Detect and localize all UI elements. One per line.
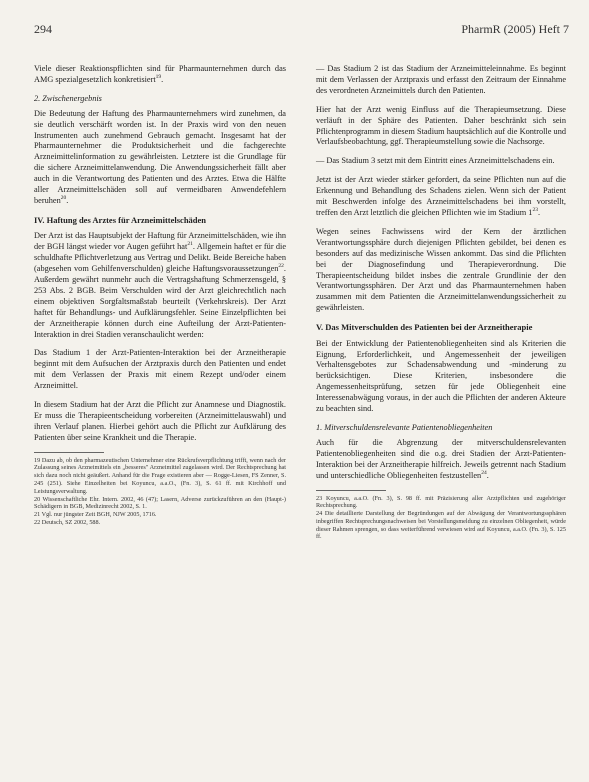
right-column	[316, 64, 566, 541]
footnote: 23 Koyuncu, a.a.O. (Fn. 3), S. 98 ff. mit Präzisierung aller Arztpflichten und zugehöriger Rechtsprechung.	[316, 494, 566, 510]
paragraph: Wegen seines Fachwissens wird der Kern der ärztlichen Verantwortungssphäre durch diejenigen Pflichten gebildet, bei denen es besonders auf das medizinische Wissen ankommt. Das sind die Pflichten bei der Diagnosefindung und Therapieverordnung. Die Therapieentscheidung bildet insbes die zentrale Grundlinie der den Verantwortungssphären. Der Arzt und das Pharmaunternehmen haben zusammen mit dem Patienten die Arzneimittelanwendungssicherheit zu gewährleisten.	[316, 226, 566, 313]
footnote: 22 Deutsch, SZ 2002, 588.	[34, 519, 101, 527]
footnote-divider	[316, 490, 386, 491]
paragraph: In diesem Stadium hat der Arzt die Pflicht zur Anamnese und Diagnostik. Er muss die Therapieentscheidung vorbereiten (Arzneimittelauswahl) und ihren Verlauf planen. Hierbei gehört auch die Pflicht zur Aufklärung des Patienten über seine Krankheit und die Therapie.	[34, 400, 286, 442]
paragraph: Bei der Entwicklung der Patientenobliegenheiten sind als Kriterien die Eignung, Erforderlichkeit, und Angemessenheit der jeweiligen Verhaltensgebotes zur Schadensabwendung und -minderung zu berücksichtigen. Diese Kriterien, insbesondere die Angemessenheitsprüfung, setzen für jede Obliegenheit eine Interessenabwägung voraus, in der auch die Pflichten der anderen Akteure zu beachten sind.	[316, 338, 566, 414]
paragraph: Viele dieser Reaktionspflichten sind für Pharmaunternehmen durch das AMG spezialgesetzlich konkretisiert$^{19}$.	[34, 64, 286, 84]
footnotes	[316, 495, 566, 542]
footnotes	[34, 457, 286, 527]
footnote: 24 Die detaillierte Darstellung der Begründungen auf der Abwägung der Verantwortungssphären inbegriffen Rechtsprechungsnachweisen bei Vorstellungsmeldung zu einzelnen Obliegenheit, würde dieser Rahmen sprengen, so dass weiterführend verwiesen wird auf Koyuncu, a.a.O. (Fn. 3), S. 125 ff.	[316, 510, 566, 541]
paragraph: — Das Stadium 2 ist das Stadium der Arzneimitteleinnahme. Es beginnt mit dem Verlassen der Arztpraxis und erfasst den Zeitraum der Einnahme des verordneten Arzneimittels durch den Patienten.	[316, 64, 566, 95]
section-heading: 1. Mitverschuldensrelevante Patientenobliegenheiten	[316, 422, 493, 432]
section-heading: V. Das Mitverschulden des Patienten bei der Arzneitherapie	[316, 322, 533, 333]
footnote: 21 Vgl. nur jüngster Zeit BGH, NJW 2005, 1716.	[34, 511, 157, 519]
paragraph: Jetzt ist der Arzt wieder stärker gefordert, da seine Pflichten nun auf die Erkennung und Behandlung des Schadens zielen. Wenn sich der Patient mit Beschwerden infolge des Arzneimittelschadens bei ihm vorstellt, treffen den Arzt letztlich die gleichen Pflichten wie im Stadium $1^{23}$.	[316, 175, 566, 217]
paragraph: Die Bedeutung der Haftung des Pharmaunternehmers wird zunehmen, da sie deutlich verschärft worden ist. In der Praxis wird von den neuen Instrumenten auch zunehmend Gebrauch gemacht. Insgesamt hat der Pharmaunternehmer die Produktsicherheit und die fachgerechte Arzneimittelinformation zu gewährleisten. Letztere ist die Grundlage für die sichere Arzneimittelanwendung. Die Anwendungssicherheit fällt aber auch in die Verantwortung des Patienten und des Arztes. Etwa die Hälfte aller Arzneimittelschäden soll auf vermeidbaren Anwendefehlern beruhen$^{20}$.	[34, 108, 286, 205]
section-heading: 2. Zwischenergebnis	[34, 93, 102, 103]
journal-reference: PharmR (2005) Heft 7	[461, 22, 569, 36]
page-number: 294	[34, 22, 52, 36]
paragraph: Der Arzt ist das Hauptsubjekt der Haftung für Arzneimittelschäden, wie ihn der BGH längst wieder vor Augen geführt hat$^{21}$. Allgemein haftet er für die schuldhafte Pflichtverletzung aus Vertrag und Delikt. Beide Bereiche haben (abgesehen vom Gehilfenverschulden) gleiche Haftungsvoraussetzungen$^{22}$. Außerdem gewährt nunmehr auch die Vertragshaftung Schmerzensgeld, § 253 Abs. 2 BGB. Beim Verschulden wird der Arzt gleichrechtlich nach einem objektiven Sorgfaltsmaßstab beurteilt (Verkehrskreis). Der Arzt haftet für Behandlungs- und Aufklärungsfehler. Seine Einzelpflichten bei der Arzneitherapie können durch eine Aufteilung der Arzt-Patienten-Interaktion in drei Stadien veranschaulicht werden:	[34, 231, 287, 339]
paragraph: Das Stadium 1 der Arzt-Patienten-Interaktion bei der Arzneitherapie beginnt mit dem Aufsuchen der Arztpraxis durch den Patienten und endet mit dem Verlassen der Praxis mit einem Rezept und/oder einem Arzneimittel.	[34, 348, 286, 391]
paragraph: — Das Stadium 3 setzt mit dem Eintritt eines Arzneimittelschadens ein.	[316, 156, 555, 166]
footnote: 19 Dazu ab, ob den pharmazeutischen Unternehmer eine Rückrufsverpflichtung trifft, wenn nach der Zulassung seines Arzneimittels ein „besseres" Arzneimittel zugelassen wird. Der Rechtsprechung hat sich dazu noch nicht geäußert. Anhand für die Frage existieren aber — Rogge-Liesen, FS Zenner, S. 245 (251). Siehe Einzelheiten bei Koyuncu, a.a.O., (Fn. 3), S. 61 ff. mit Kirchhoff und Leistungsverwaltung.	[34, 456, 286, 495]
footnote-divider	[34, 452, 104, 453]
paragraph: Hier hat der Arzt wenig Einfluss auf die Therapieumsetzung. Diese verläuft in der Sphäre des Patienten. Daher beschränkt sich sein Pflichtenprogramm in diesem Stadium hauptsächlich auf die Kontrolle und Verlaufsbeobachtung, ggf. Therapieumstellung sowie die Nachsorge.	[316, 104, 566, 147]
section-heading: IV. Haftung des Arztes für Arzneimittelschäden	[34, 214, 207, 225]
left-column	[34, 64, 286, 527]
paragraph: Auch für die Abgrenzung der mitverschuldensrelevanten Patientenobliegenheiten sind die o.g. drei Stadien der Arzt-Patienten-Interaktion bei der Arzneitherapie hilfreich. Jeweils getrennt nach Stadium und unterschiedliche Obliegenheiten festzustellen$^{24}$.	[316, 437, 566, 480]
footnote: 20 Wissenschaftliche Ehr. Intern. 2002, 46 (47); Lasern, Adverse zurückzuführen an den (Haupt-) Schädigern in BGB, Medizinrecht 2002, S. 1.	[34, 495, 286, 511]
page-header	[34, 22, 569, 40]
